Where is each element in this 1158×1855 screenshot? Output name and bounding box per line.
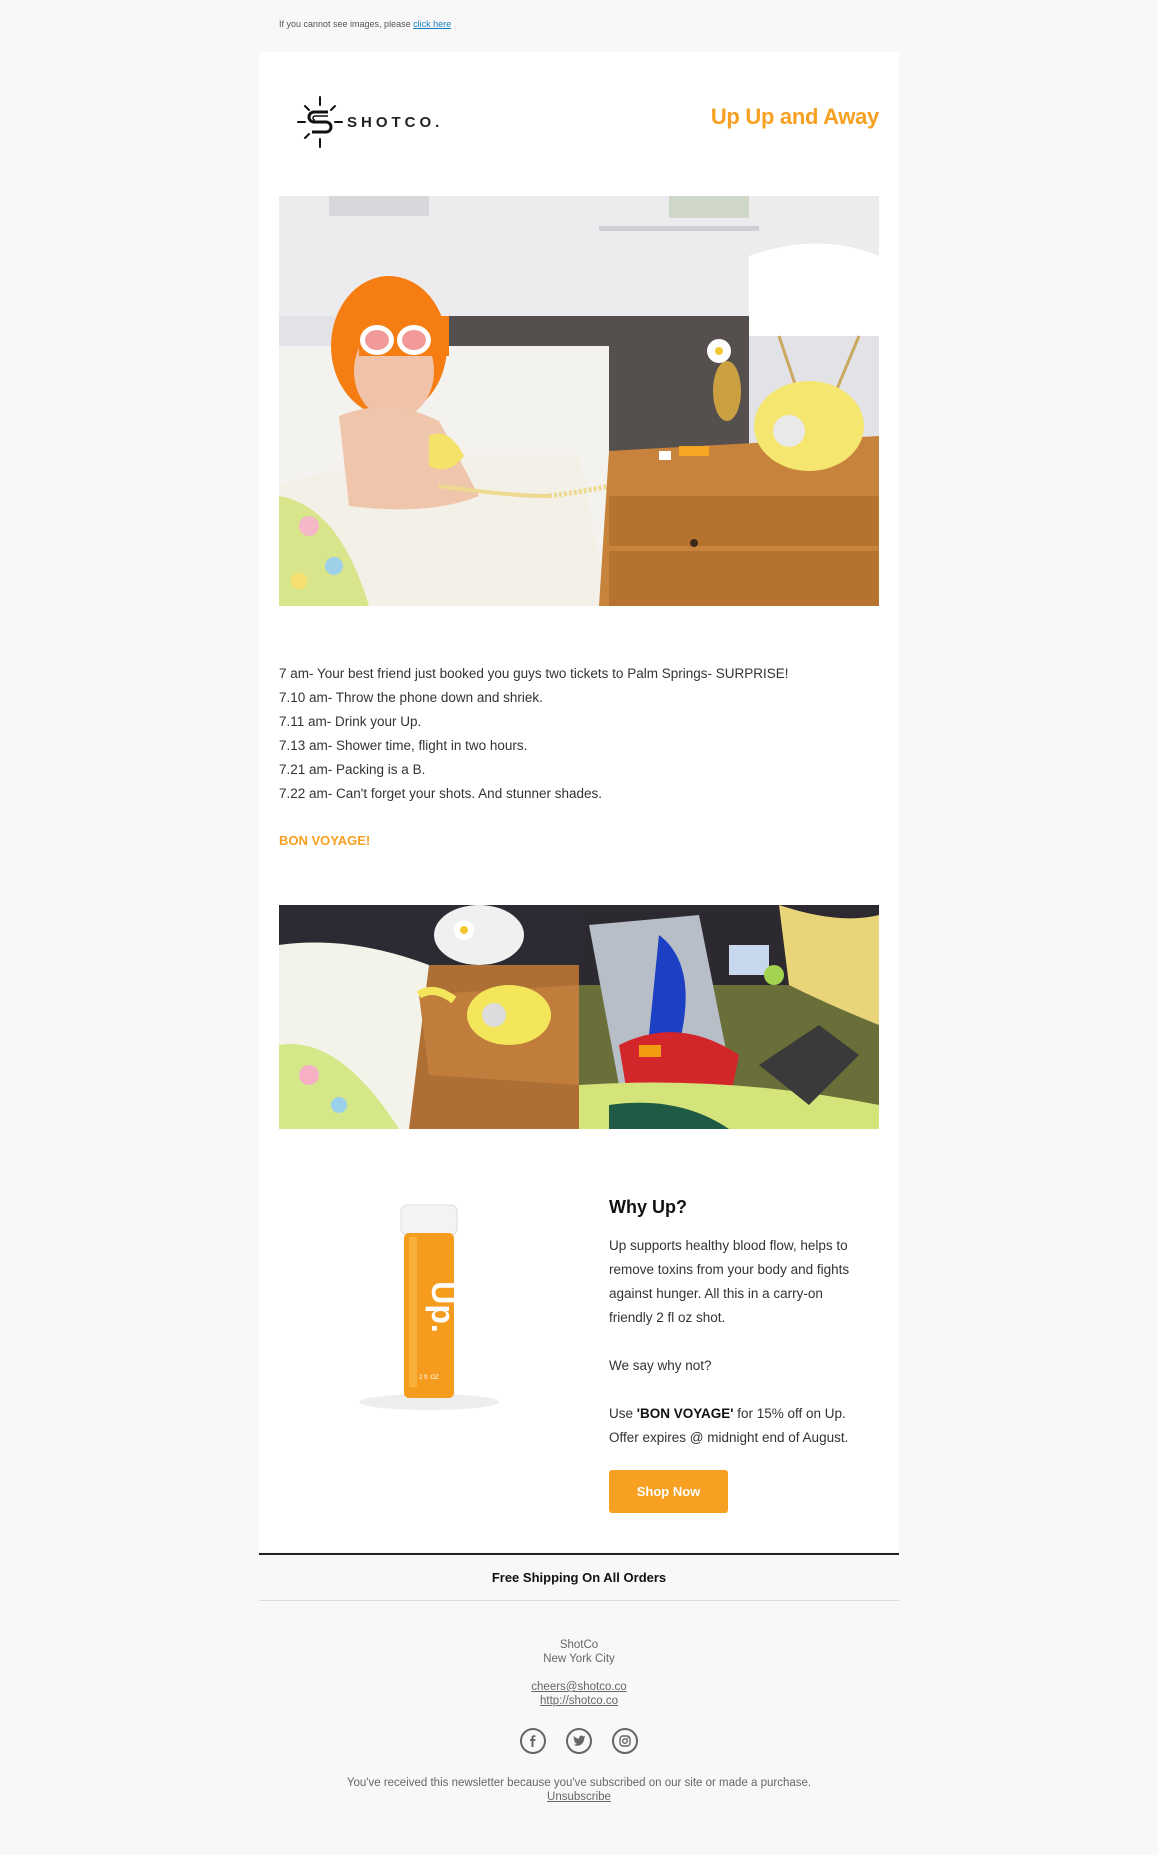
timeline-item: 7.11 am- Drink your Up. bbox=[279, 714, 422, 729]
preheader bbox=[279, 19, 451, 29]
photo-pair bbox=[279, 905, 879, 1129]
shop-now-button[interactable]: Shop Now bbox=[609, 1470, 728, 1513]
timeline-item: 7 am- Your best friend just booked you guys two tickets to Palm Springs- SURPRISE! bbox=[279, 666, 789, 681]
website-link[interactable]: http://shotco.co bbox=[540, 1695, 618, 1707]
why-up-description: Up supports healthy blood flow, helps to remove toxins from your body and fights against hunger. All this in a carry-on friendly 2 fl oz shot. bbox=[609, 1238, 850, 1325]
brand-name: SHOTCO. bbox=[347, 113, 444, 131]
why-up-tagline: We say why not? bbox=[609, 1358, 712, 1373]
company-name: ShotCo bbox=[559, 1639, 599, 1651]
email-card bbox=[259, 52, 899, 1552]
preheader-text: If you cannot see images, please bbox=[279, 19, 411, 29]
product-image[interactable] bbox=[279, 1167, 579, 1427]
nightstand-image[interactable] bbox=[279, 905, 579, 1129]
email-link[interactable]: cheers@shotco.co bbox=[531, 1681, 627, 1693]
company-city: New York City bbox=[543, 1653, 615, 1665]
timeline-item: 7.22 am- Can't forget your shots. And stunner shades. bbox=[279, 786, 603, 801]
promo-suffix: for 15% off on Up. Offer expires @ midnight end of August. bbox=[609, 1406, 849, 1445]
unsubscribe-link[interactable]: Unsubscribe bbox=[547, 1791, 611, 1803]
bottle-label: Up. bbox=[425, 1281, 461, 1333]
suitcase-image[interactable] bbox=[579, 905, 879, 1129]
promo-text bbox=[609, 1402, 869, 1450]
shotco-logo[interactable] bbox=[295, 92, 465, 152]
footer bbox=[259, 1638, 899, 1804]
bottle-volume: 2 fl. OZ bbox=[419, 1375, 439, 1381]
campaign-title: Up Up and Away bbox=[710, 104, 879, 129]
hero-image[interactable] bbox=[279, 196, 879, 606]
promo-code: 'BON VOYAGE' bbox=[636, 1406, 734, 1421]
instagram-icon[interactable] bbox=[612, 1728, 638, 1754]
social-links bbox=[259, 1728, 899, 1754]
promo-prefix: Use bbox=[609, 1406, 637, 1421]
click-here-link[interactable]: click here bbox=[413, 19, 452, 29]
why-up-heading: Why Up? bbox=[609, 1197, 687, 1217]
timeline-item: 7.13 am- Shower time, flight in two hours. bbox=[279, 738, 528, 753]
facebook-icon[interactable] bbox=[520, 1728, 546, 1754]
company-address bbox=[259, 1638, 899, 1666]
timeline-item: 7.10 am- Throw the phone down and shriek. bbox=[279, 690, 543, 705]
logo-mark-icon bbox=[295, 94, 345, 150]
timeline-text bbox=[279, 662, 879, 806]
free-shipping-banner: Free Shipping On All Orders bbox=[259, 1553, 899, 1601]
contact-links bbox=[259, 1680, 899, 1708]
bon-voyage-text: BON VOYAGE! bbox=[279, 833, 371, 848]
timeline-item: 7.21 am- Packing is a B. bbox=[279, 762, 426, 777]
why-up-section bbox=[609, 1197, 869, 1474]
newsletter-disclaimer: You've received this newsletter because you've subscribed on our site or made a purchase. bbox=[346, 1777, 812, 1789]
twitter-icon[interactable] bbox=[566, 1728, 592, 1754]
